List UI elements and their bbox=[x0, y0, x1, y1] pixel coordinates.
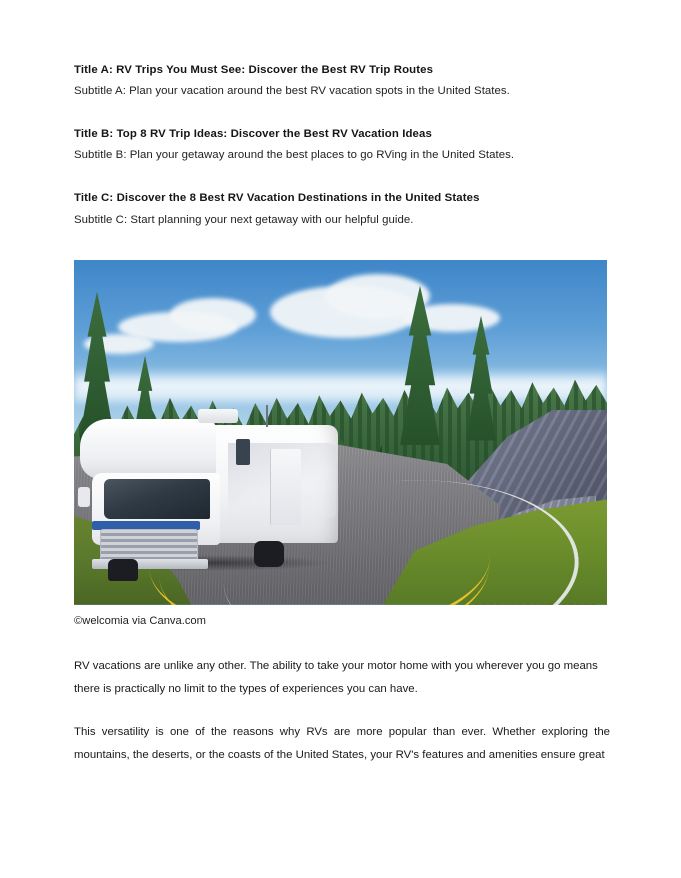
rv-grille bbox=[100, 529, 198, 561]
spacer bbox=[74, 100, 610, 126]
heading-group-c bbox=[74, 190, 610, 228]
rv-roof-ac-unit bbox=[198, 409, 238, 423]
rv-antenna bbox=[266, 405, 268, 427]
subtitle-a: Subtitle A: Plan your vacation around the best RV vacation spots in the United States. bbox=[74, 85, 510, 98]
spacer bbox=[74, 164, 610, 190]
rv-cabover-bunk bbox=[80, 419, 216, 479]
subtitle-b: Subtitle B: Plan your getaway around the best places to go RVing in the United States. bbox=[74, 149, 515, 162]
rv-entry-door bbox=[270, 449, 301, 525]
paragraph-1: RV vacations are unlike any other. The ability to take your motor home with you wherever you go means there is practically no limit to the types of experiences you can have. bbox=[74, 660, 598, 696]
rv-front-wheel bbox=[108, 559, 138, 581]
rv-road-photo bbox=[74, 260, 607, 605]
rv-side-mirror bbox=[78, 487, 90, 507]
rv-windshield bbox=[104, 479, 210, 519]
rv-side-window bbox=[236, 439, 250, 465]
title-a: Title A: RV Trips You Must See: Discover the Best RV Trip Routes bbox=[74, 64, 434, 76]
title-c: Title C: Discover the 8 Best RV Vacation Destinations in the United States bbox=[74, 192, 480, 205]
figure-caption: ©welcomia via Canva.com bbox=[74, 614, 206, 627]
paragraph-2: This versatility is one of the reasons why RVs are more popular than ever. Whether exploring the mountains, the deserts, or the coasts of the United States, your RV's features and amenities ensure great bbox=[74, 726, 610, 761]
motorhome-rv bbox=[78, 383, 340, 583]
heading-group-b bbox=[74, 126, 610, 164]
heading-group-a bbox=[74, 62, 610, 100]
title-b: Title B: Top 8 RV Trip Ideas: Discover the Best RV Vacation Ideas bbox=[74, 128, 432, 141]
rv-rear-wheel bbox=[254, 541, 284, 567]
figure-rv-road bbox=[74, 260, 607, 630]
subtitle-c: Subtitle C: Start planning your next getaway with our helpful guide. bbox=[74, 213, 414, 226]
document-content bbox=[74, 62, 610, 767]
cloud-shape bbox=[170, 298, 256, 332]
